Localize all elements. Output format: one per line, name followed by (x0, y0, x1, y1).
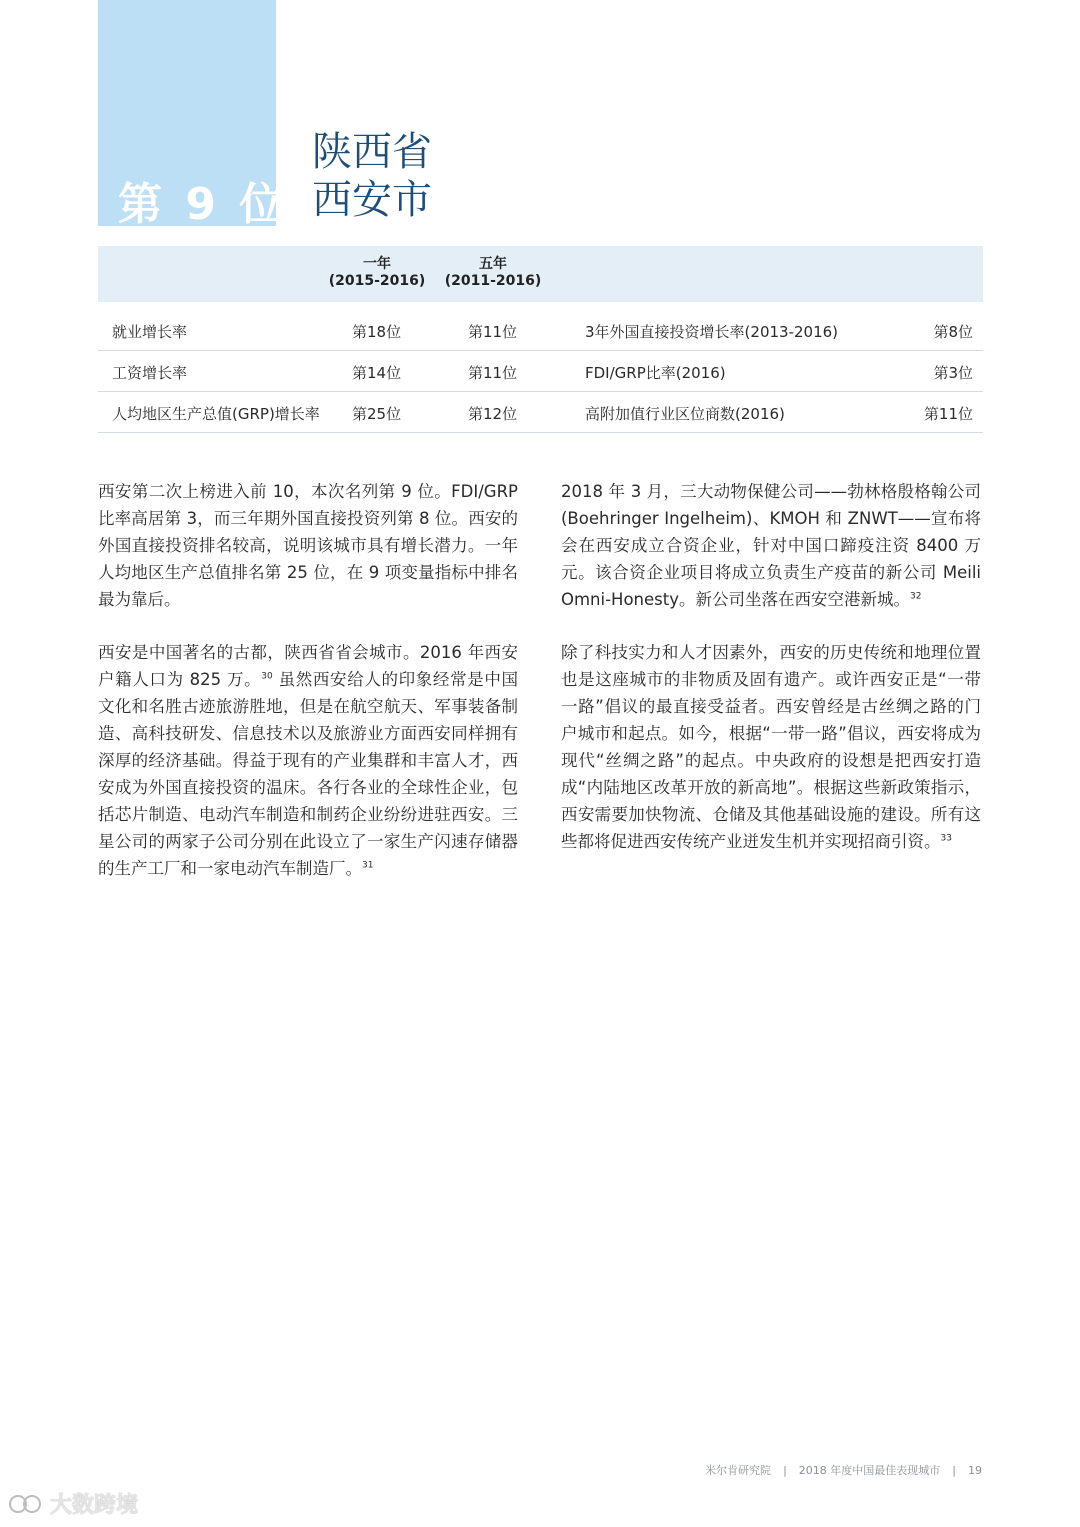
body-right-column (561, 478, 981, 881)
row-right-label: FDI/GRP比率(2016) (585, 364, 726, 382)
row-right-rank: 第3位 (933, 364, 973, 382)
city-title (312, 128, 432, 224)
table-header (98, 246, 983, 302)
paragraph (98, 639, 518, 882)
paragraph (561, 639, 981, 855)
row-right-label: 高附加值行业区位商数(2016) (585, 405, 785, 423)
footnote-ref: 30 (261, 671, 273, 682)
row-right-rank: 第8位 (933, 323, 973, 341)
footer-report: 2018 年度中国最佳表现城市 (798, 1464, 941, 1477)
row-one-year-rank: 第18位 (352, 323, 402, 341)
body-left-column (98, 478, 518, 908)
page-footer (705, 1462, 982, 1478)
table-row (98, 351, 983, 392)
row-one-year-rank: 第25位 (352, 405, 402, 423)
paragraph (98, 478, 518, 613)
row-right-label: 3年外国直接投资增长率(2013-2016) (585, 323, 839, 341)
row-five-year-rank: 第11位 (468, 323, 518, 341)
table-row (98, 310, 983, 351)
row-five-year-rank: 第12位 (468, 405, 518, 423)
row-label: 人均地区生产总值(GRP)增长率 (112, 405, 320, 423)
watermark-text: 大数跨境 (50, 1493, 139, 1518)
page-number: 19 (968, 1464, 982, 1477)
paragraph-text: 西安是中国著名的古都，陕西省省会城市。2016 年西安户籍人口为 825 万。 (98, 643, 518, 689)
footnote-ref: 33 (940, 833, 952, 844)
watermark-logo-icon (8, 1492, 44, 1516)
footer-separator: | (952, 1464, 956, 1477)
city-name: 西安市 (312, 177, 432, 223)
footer-org: 米尔肯研究院 (705, 1464, 772, 1477)
footnote-ref: 32 (910, 591, 922, 602)
col-five-year-header (438, 256, 548, 290)
paragraph-text: 除了科技实力和人才因素外，西安的历史传统和地理位置也是这座城市的非物质及固有遗产。或许西安正是“一带一路”倡议的最直接受益者。西安曾经是古丝绸之路的门户城市和起点。如今，根据“一带一路”倡议，西安将成为现代“丝绸之路”的起点。中央政府的设想是把西安打造成“内陆地区改革开放的新高地”。根据这些新政策指示，西安需要加快物流、仓储及其他基础设施的建设。所有这些都将促进西安传统产业迸发生机并实现招商引资。 (561, 643, 981, 851)
row-right-rank: 第11位 (923, 405, 973, 423)
rank-label: 第 9 位 (118, 179, 288, 230)
rank-banner (98, 0, 288, 230)
table-row (98, 392, 983, 433)
col-five-year-range: (2011-2016) (444, 273, 542, 289)
paragraph-text: 虽然西安给人的印象经常是中国文化和名胜古迹旅游胜地，但是在航空航天、军事装备制造、高科技研发、信息技术以及旅游业方面西安同样拥有深厚的经济基础。得益于现有的产业集群和丰富人才，西安成为外国直接投资的温床。各行各业的全球性企业，包括芯片制造、电动汽车制造和制药企业纷纷进驻西安。三星公司的两家子公司分别在此设立了一家生产闪速存储器的生产工厂和一家电动汽车制造厂。 (98, 670, 518, 878)
paragraph (561, 478, 981, 613)
col-one-year-title: 一年 (363, 256, 391, 272)
footer-separator: | (783, 1464, 787, 1477)
paragraph-text: 西安第二次上榜进入前 10，本次名列第 9 位。FDI/GRP 比率高居第 3，而三年期外国直接投资列第 8 位。西安的外国直接投资排名较高，说明该城市具有增长潜力。一年人均地区生产总值排名第 25 位，在 9 项变量指标中排名最为靠后。 (98, 482, 518, 609)
col-one-year-header (322, 256, 432, 290)
watermark (8, 1488, 138, 1519)
col-five-year-title: 五年 (479, 256, 507, 272)
province-name: 陕西省 (312, 129, 432, 175)
row-one-year-rank: 第14位 (352, 364, 402, 382)
row-label: 就业增长率 (112, 323, 188, 341)
row-label: 工资增长率 (112, 364, 188, 382)
col-one-year-range: (2015-2016) (328, 273, 426, 289)
row-five-year-rank: 第11位 (468, 364, 518, 382)
paragraph-text: 2018 年 3 月，三大动物保健公司——勃林格殷格翰公司 (Boehringer Ingelheim)、KMOH 和 ZNWT——宣布将会在西安成立合资企业，针对中国口蹄疫注资 8400 万元。该合资企业项目将成立负责生产疫苗的新公司 Meili Omni-Honesty。新公司坐落在西安空港新城。 (561, 482, 981, 609)
footnote-ref: 31 (362, 860, 374, 871)
